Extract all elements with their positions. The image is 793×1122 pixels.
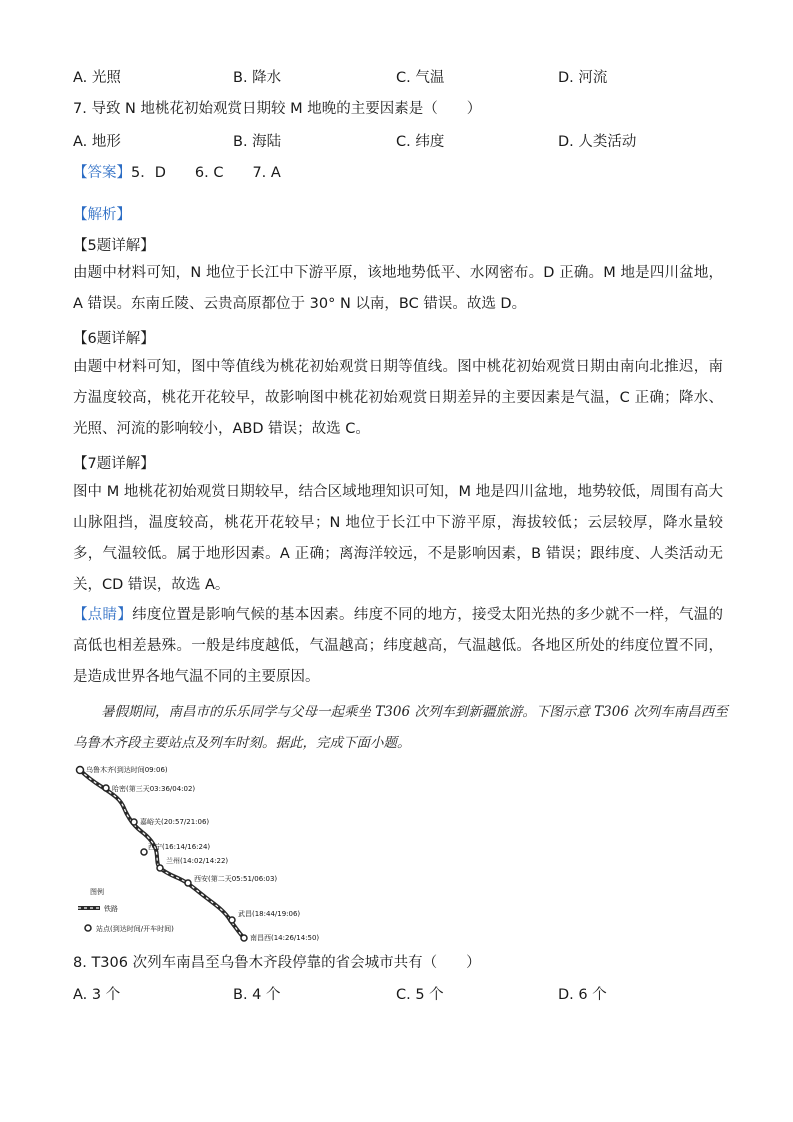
station-marker-wuchang <box>229 917 235 923</box>
legend-station-label: 站点(到达时间/开车时间) <box>96 925 174 933</box>
railway-map <box>72 760 342 945</box>
q6-detail-text: 由题中材料可知，图中等值线为桃花初始观赏日期等值线。图中桃花初始观赏日期由南向北推迟，南方温度较高，桃花开花较早，故影响图中桃花初始观赏日期差异的主要因素是气温，C 正确；降水、光照、河流的影响较小，ABD 错误；故选 C。 <box>73 359 723 437</box>
station-label: 兰州(14:02/14:22) <box>166 857 229 865</box>
answer-text: 5．D 6. C 7. A <box>131 165 281 181</box>
q6-option-c: C. 气温 <box>396 70 445 86</box>
q8-option-b: B. 4 个 <box>233 987 281 1003</box>
station-label: 西宁(16:14/16:24) <box>148 843 211 851</box>
q7-option-b: B. 海陆 <box>233 134 282 150</box>
station-label: 乌鲁木齐(到达时间09:06) <box>86 766 168 774</box>
station-marker-lanzhou <box>157 865 163 871</box>
station-label: 嘉峪关(20:57/21:06) <box>140 818 210 826</box>
q6-option-d: D. 河流 <box>558 70 608 86</box>
station-label: 西安(第二天05:51/06:03) <box>194 875 278 883</box>
station-label: 南昌西(14:26/14:50) <box>250 934 320 942</box>
q8-option-a: A. 3 个 <box>73 987 121 1003</box>
analysis-label: 【解析】 <box>73 207 131 223</box>
q8-option-c: C. 5 个 <box>396 987 444 1003</box>
station-marker-nanchangxi <box>241 935 247 941</box>
station-label: 哈密(第三天03:36/04:02) <box>112 785 196 793</box>
q7-option-a: A. 地形 <box>73 134 121 150</box>
q6-option-b: B. 降水 <box>233 70 282 86</box>
legend-station-symbol <box>85 925 91 931</box>
q7-stem: 7. 导致 N 地桃花初始观赏日期较 M 地晚的主要因素是（ ） <box>73 101 482 117</box>
q7-detail-label: 【7题详解】 <box>73 456 155 472</box>
legend-title: 图例 <box>90 888 104 896</box>
answer-label: 【答案】 <box>73 165 131 181</box>
railway-map-svg <box>72 760 342 945</box>
material-intro: 暑假期间，南昌市的乐乐同学与父母一起乘坐 T306 次列车到新疆旅游。下图示意 T306 次列车南昌西至乌鲁木齐段主要站点及列车时刻。据此，完成下面小题。 <box>73 704 728 751</box>
station-marker-hami <box>103 785 109 791</box>
station-marker-xining <box>141 849 147 855</box>
station-marker-xian <box>185 880 191 886</box>
q8-option-d: D. 6 个 <box>558 987 607 1003</box>
station-label: 武昌(18:44/19:06) <box>238 910 301 918</box>
station-marker-urumqi <box>77 767 84 774</box>
tip-text: 纬度位置是影响气候的基本因素。纬度不同的地方，接受太阳光热的多少就不一样，气温的高低也相差悬殊。一般是纬度越低，气温越高；纬度越高，气温越低。各地区所处的纬度位置不同，是造成世界各地气温不同的主要原因。 <box>73 607 724 685</box>
tip-block <box>73 600 723 693</box>
q5-detail-label: 【5题详解】 <box>73 238 155 254</box>
tip-label: 【点睛】 <box>73 607 133 623</box>
station-marker-jiayuguan <box>131 819 137 825</box>
q6-detail-label: 【6题详解】 <box>73 331 155 347</box>
q7-option-c: C. 纬度 <box>396 134 445 150</box>
answer-line <box>73 161 281 182</box>
q8-stem: 8. T306 次列车南昌至乌鲁木齐段停靠的省会城市共有（ ） <box>73 955 481 971</box>
legend-rail-label: 铁路 <box>104 905 118 913</box>
q7-option-d: D. 人类活动 <box>558 134 637 150</box>
q6-option-a: A. 光照 <box>73 70 121 86</box>
q7-detail-text: 图中 M 地桃花初始观赏日期较早，结合区域地理知识可知，M 地是四川盆地，地势较低，周围有高大山脉阻挡，温度较高，桃花开花较早；N 地位于长江中下游平原，海拔较低；云层较厚，降水量较多，气温较低。属于地形因素。A 正确；离海洋较远，不是影响因素，B 错误；跟纬度、人类活动无关，CD 错误，故选 A。 <box>73 484 723 593</box>
q5-detail-text: 由题中材料可知，N 地位于长江中下游平原，该地地势低平、水网密布。D 正确。M 地是四川盆地，A 错误。东南丘陵、云贵高原都位于 30° N 以南，BC 错误。故选 D。 <box>73 265 723 312</box>
